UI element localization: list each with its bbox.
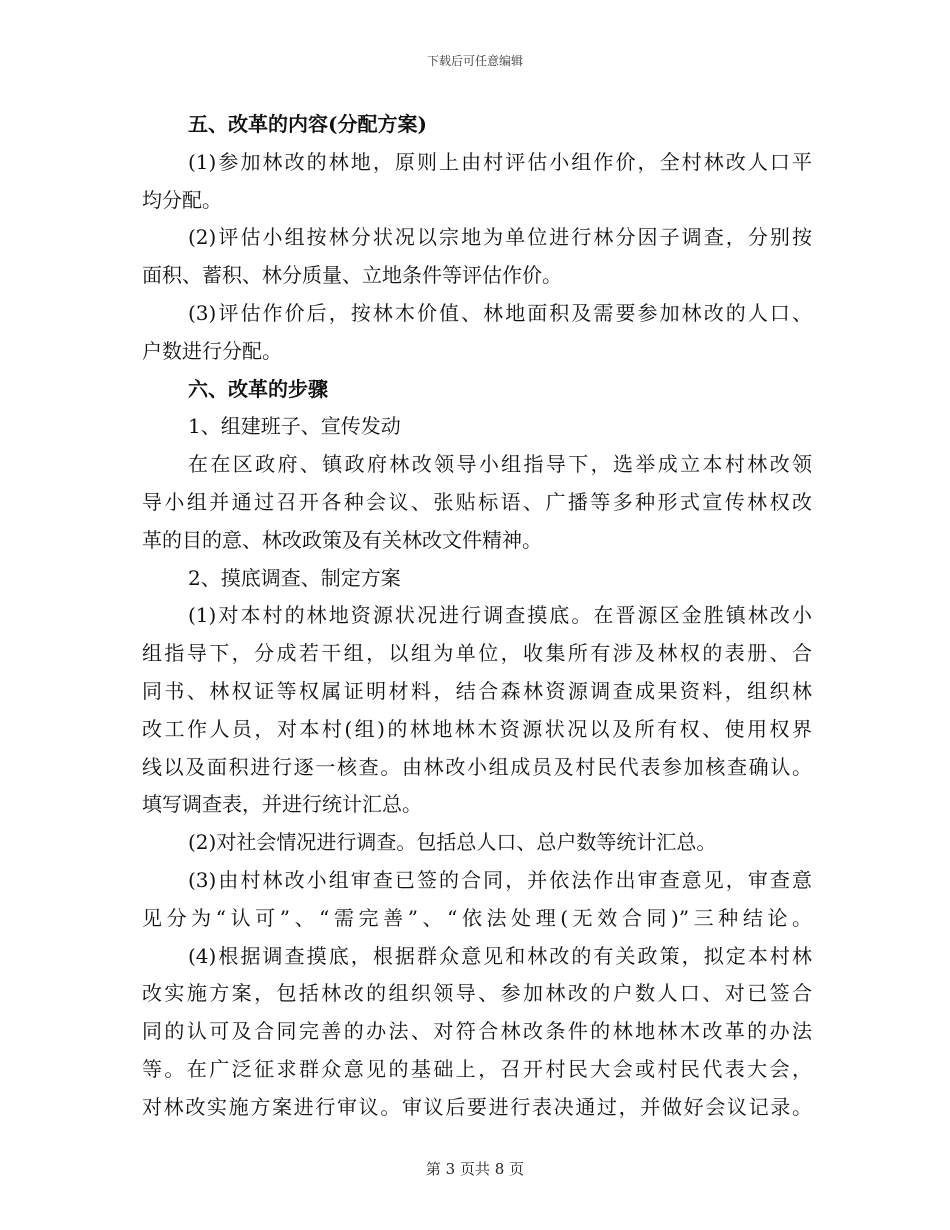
text-line: (2)评估小组按林分状况以宗地为单位进行林分因子调查，分别按: [188, 225, 812, 250]
text-line: 2、摸底调查、制定方案: [188, 565, 401, 590]
text-line: 面积、蓄积、林分质量、立地条件等评估作价。: [142, 263, 562, 288]
page-header: 下载后可任意编辑: [426, 54, 523, 68]
text-line: 组指导下，分成若干组，以组为单位，收集所有涉及林权的表册、合: [142, 641, 812, 666]
text-line: 导小组并通过召开各种会议、张贴标语、广播等多种形式宣传林权改: [142, 489, 812, 514]
text-line: (2)对社会情况进行调查。包括总人口、总户数等统计汇总。: [188, 830, 717, 855]
text-line: (4)根据调查摸底，根据群众意见和林改的有关政策，拟定本村林: [188, 943, 812, 968]
text-line: (3)评估作价后，按林木价值、林地面积及需要参加林改的人口、: [188, 300, 812, 325]
page-footer: 第 3 页共 8 页: [425, 1160, 525, 1178]
section-heading: 六、改革的步骤: [188, 376, 328, 401]
text-line: 线以及面积进行逐一核查。由林改小组成员及村民代表参加核查确认。: [142, 754, 812, 779]
text-line: 见分为“认可”、“需完善”、“依法处理(无效合同)”三种结论。: [142, 905, 812, 930]
text-line: 填写调查表，并进行统计汇总。: [142, 792, 422, 817]
text-line: (1)参加林改的林地，原则上由村评估小组作价，全村林改人口平: [188, 149, 812, 174]
text-line: 改工作人员，对本村(组)的林地林木资源状况以及所有权、使用权界: [142, 716, 812, 741]
text-line: 在在区政府、镇政府林改领导小组指导下，选举成立本村林改领: [188, 452, 812, 477]
document-body: [142, 106, 812, 1127]
text-line: 革的目的意、林改政策及有关林改文件精神。: [142, 527, 542, 552]
text-line: 改实施方案，包括林改的组织领导、参加林改的户数人口、对已签合: [142, 981, 812, 1006]
text-line: (3)由村林改小组审查已签的合同，并依法作出审查意见，审查意: [188, 867, 812, 892]
section-heading: 五、改革的内容(分配方案): [188, 112, 427, 136]
text-line: 均分配。: [142, 187, 222, 212]
text-line: 同的认可及合同完善的办法、对符合林改条件的林地林木改革的办法: [142, 1019, 812, 1044]
text-line: 1、组建班子、宣传发动: [188, 414, 401, 439]
text-line: 户数进行分配。: [142, 338, 282, 363]
text-line: 等。在广泛征求群众意见的基础上，召开村民大会或村民代表大会，: [142, 1056, 812, 1081]
text-line: (1)对本村的林地资源状况进行调查摸底。在晋源区金胜镇林改小: [188, 603, 812, 628]
text-line: 对林改实施方案进行审议。审议后要进行表决通过，并做好会议记录。: [142, 1094, 812, 1119]
text-line: 同书、林权证等权属证明材料，结合森林资源调查成果资料，组织林: [142, 678, 812, 703]
